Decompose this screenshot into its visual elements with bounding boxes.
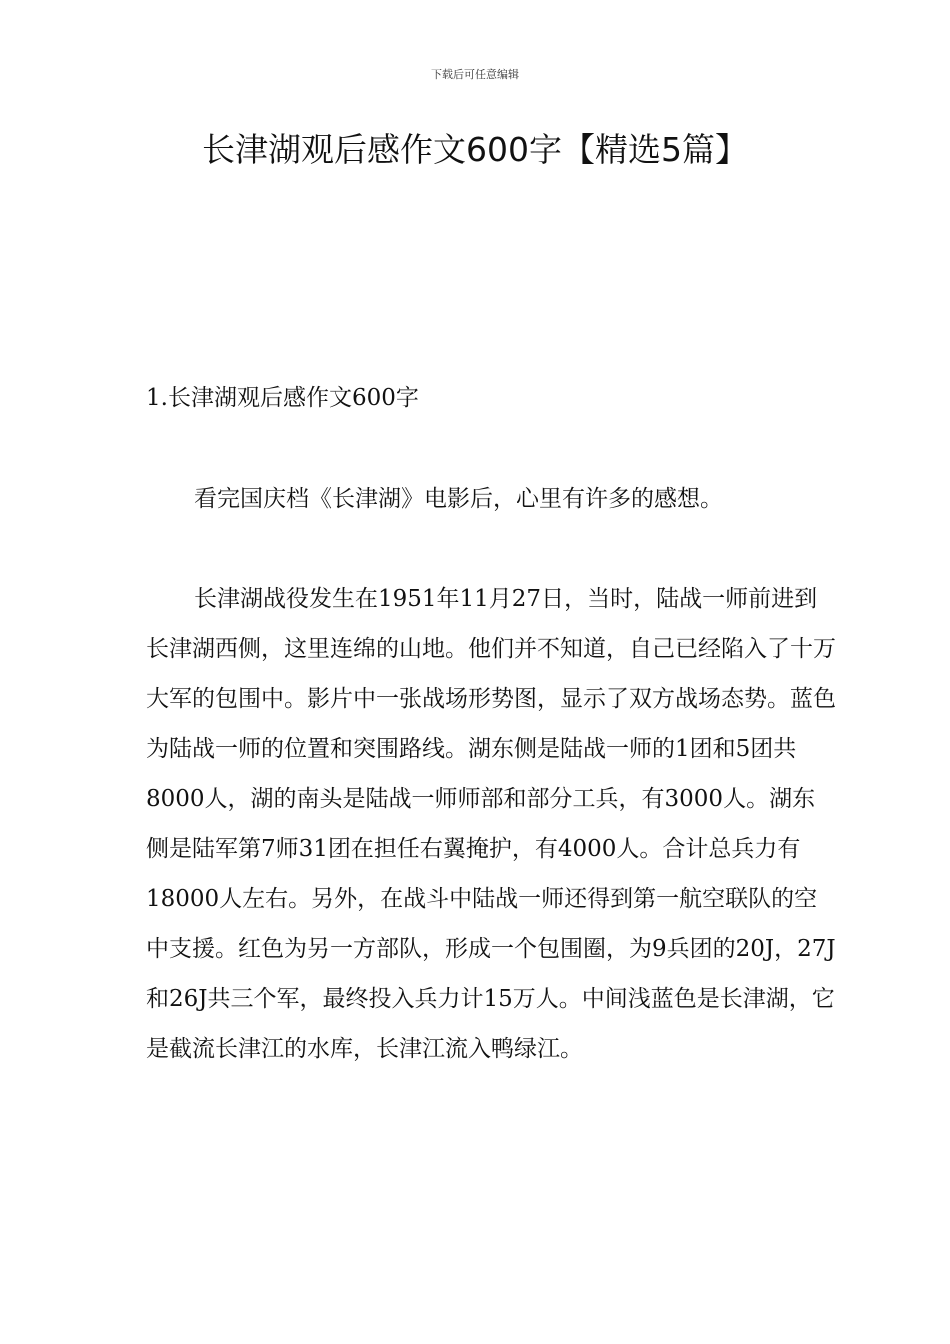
page-header-note: 下载后可任意编辑 [431,68,519,81]
section-heading: 1.长津湖观后感作文600字 [146,385,419,411]
document-title: 长津湖观后感作文600字【精选5篇】 [202,130,748,169]
paragraph-body: 长津湖战役发生在1951年11月27日，当时，陆战一师前进到长津湖西侧，这里连绵的山地。他们并不知道，自己已经陷入了十万大军的包围中。影片中一张战场形势图，显示了双方战场态势。蓝色为陆战一师的位置和突围路线。湖东侧是陆战一师的1团和5团共8000人，湖的南头是陆战一师师部和部分工兵，有3000人。湖东侧是陆军第7师31团在担任右翼掩护，有4000人。合计总兵力有18000人左右。另外，在战斗中陆战一师还得到第一航空联队的空中支援。红色为另一方部队，形成一个包围圈，为9兵团的20J，27J和26J共三个军，最终投入兵力计15万人。中间浅蓝色是长津湖，它是截流长津江的水库，长津江流入鸭绿江。 [146,586,836,1062]
paragraph-intro: 看完国庆档《长津湖》电影后，心里有许多的感想。 [194,486,723,512]
